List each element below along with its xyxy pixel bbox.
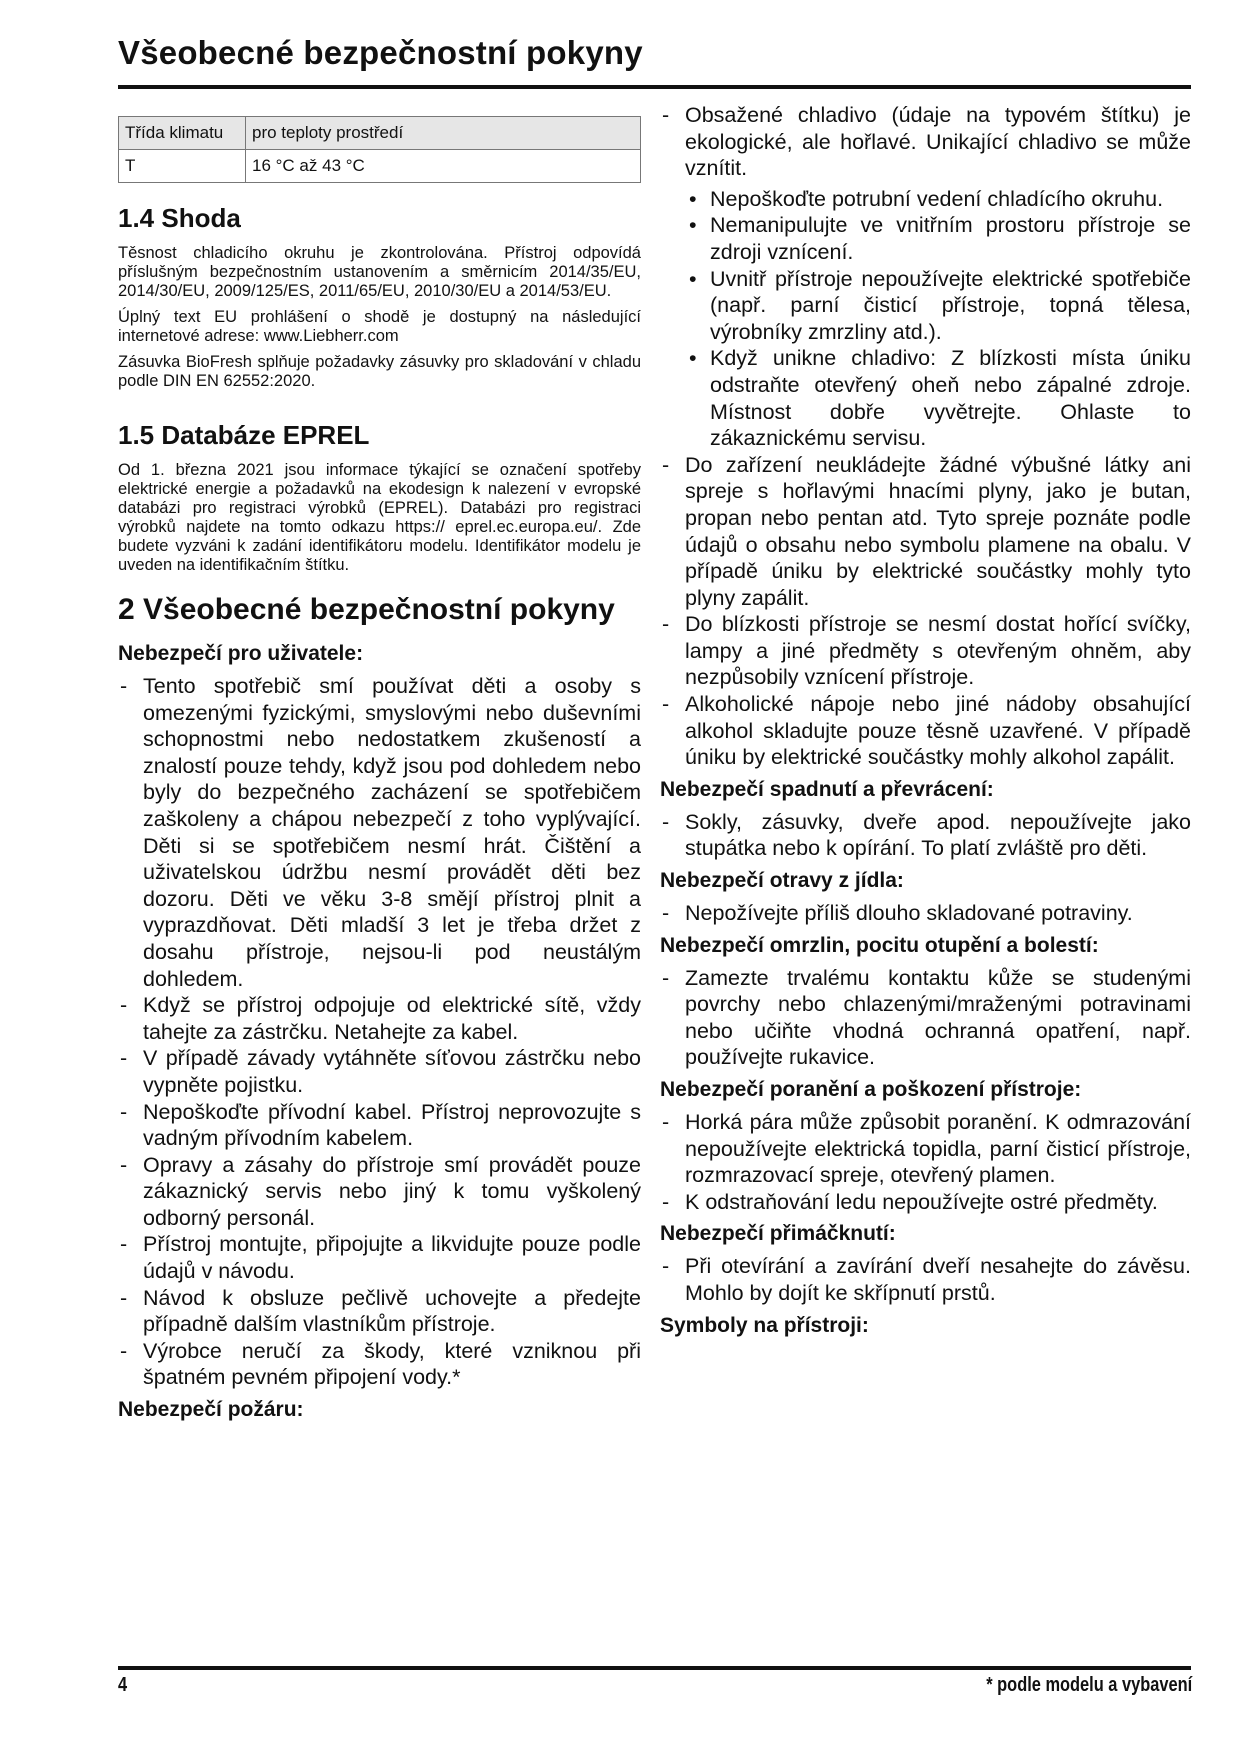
bullet-item: • Nemanipulujte ve vnitřním prostoru přístroje se zdroji vznícení.	[685, 212, 1191, 265]
climate-class-table	[118, 116, 641, 183]
list-item: - Přístroj montujte, připojujte a likvidujte pouze podle údajů v návodu.	[118, 1231, 641, 1284]
list-item: - Výrobce neručí za škody, které vzniknou při špatném pevném připojení vody.*	[118, 1338, 641, 1391]
paragraph: Zásuvka BioFresh splňuje požadavky zásuvky pro skladování v chladu podle DIN EN 62552:2020.	[118, 353, 641, 390]
subheading-user-danger: Nebezpečí pro uživatele:	[118, 642, 364, 665]
bullet-item: • Nepoškoďte potrubní vedení chladícího okruhu.	[685, 186, 1191, 213]
table-cell: T	[119, 150, 246, 183]
list-item: - Při otevírání a zavírání dveří nesahejte do závěsu. Mohlo by dojít ke skřípnutí prstů.	[660, 1253, 1191, 1306]
paragraph: Těsnost chladicího okruhu je zkontrolována. Přístroj odpovídá příslušným bezpečnostním ustanovením a směrnicím 2014/35/EU, 2014/30/EU, 2009/125/ES, 2011/65/EU, 2010/30/EU a 2014/53/EU.	[118, 244, 641, 300]
table-row	[119, 150, 641, 183]
list-item: - Alkoholické nápoje nebo jiné nádoby obsahující alkohol skladujte pouze těsně uzavřené. V případě úniku by elektrické součástky mohly alkohol zapálit.	[660, 691, 1191, 771]
subheading-crushing: Nebezpečí přimáčknutí:	[660, 1222, 896, 1246]
list-item: - Zamezte trvalému kontaktu kůže se studenými povrchy nebo chlazenými/mraženými potravinami nebo učiňte vhodná ochranná opatření, např. používejte rukavice.	[660, 965, 1191, 1071]
user-danger-list	[118, 673, 641, 1391]
section-heading-eprel: 1.5 Databáze EPREL	[118, 420, 370, 450]
list-item: - K odstraňování ledu nepoužívejte ostré předměty.	[660, 1189, 1191, 1216]
food-poisoning-list	[660, 900, 1191, 927]
frostbite-list	[660, 965, 1191, 1071]
list-item: - Sokly, zásuvky, dveře apod. nepoužívejte jako stupátka nebo k opírání. To platí zvláště pro děti.	[660, 809, 1191, 862]
list-item: - V případě závady vytáhněte síťovou zástrčku nebo vypněte pojistku.	[118, 1045, 641, 1098]
table-header-row	[119, 117, 641, 150]
right-column	[660, 102, 1191, 1345]
list-item: - Návod k obsluze pečlivě uchovejte a předejte případně dalším vlastníkům přístroje.	[118, 1285, 641, 1338]
chapter-heading: 2 Všeobecné bezpečnostní pokyny	[118, 593, 615, 626]
list-item: - Nepožívejte příliš dlouho skladované potraviny.	[660, 900, 1191, 927]
subheading-tipping-danger: Nebezpečí spadnutí a převrácení:	[660, 777, 994, 801]
subheading-frostbite: Nebezpečí omrzlin, pocitu otupění a bolestí:	[660, 933, 1099, 957]
subheading-food-poisoning: Nebezpečí otravy z jídla:	[660, 869, 904, 893]
footer-note: * podle modelu a vybavení	[986, 1674, 1192, 1696]
list-item: - Opravy a zásahy do přístroje smí provádět pouze zákaznický servis nebo jiný k tomu vyškolený odborný personál.	[118, 1152, 641, 1232]
table-cell: 16 °C až 43 °C	[246, 150, 641, 183]
bullet-item: • Když unikne chladivo: Z blízkosti místa úniku odstraňte otevřený oheň nebo zápalné zdroje. Místnost dobře vyvětrejte. Ohlaste to zákaznickému servisu.	[685, 345, 1191, 451]
subheading-symbols: Symboly na přístroji:	[660, 1313, 869, 1337]
table-header-cell: Třída klimatu	[119, 117, 246, 150]
list-item: - Do zařízení neukládejte žádné výbušné látky ani spreje s hořlavými hnacími plyny, jako je butan, propan nebo pentan atd. Tyto spreje poznáte podle údajů o obsahu nebo symbolu plamene na obalu. V případě úniku by elektrické součástky mohly tyto plyny zapálit.	[660, 452, 1191, 612]
list-item: - Horká pára může způsobit poranění. K odmrazování nepoužívejte elektrická topidla, parní čisticí přístroje, rozmrazovací spreje, otevřený plamen.	[660, 1109, 1191, 1189]
refrigerant-bullet-list	[685, 186, 1191, 452]
section-heading-conformity: 1.4 Shoda	[118, 203, 241, 233]
crushing-list	[660, 1253, 1191, 1306]
list-item: - Do blízkosti přístroje se nesmí dostat hořící svíčky, lampy a jiné předměty s otevřeným ohněm, aby nezpůsobily vznícení přístroje.	[660, 611, 1191, 691]
subheading-fire-danger: Nebezpečí požáru:	[118, 1398, 304, 1422]
injury-list	[660, 1109, 1191, 1215]
header-rule	[118, 85, 1191, 89]
list-item: - Nepoškoďte přívodní kabel. Přístroj neprovozujte s vadným přívodním kabelem.	[118, 1099, 641, 1152]
paragraph: Úplný text EU prohlášení o shodě je dostupný na následující internetové adrese: www.Liebherr.com	[118, 308, 641, 345]
tipping-danger-list	[660, 809, 1191, 862]
list-item-text: Obsažené chladivo (údaje na typovém štítku) je ekologické, ale hořlavé. Unikající chladivo se může vznítit.	[685, 103, 1191, 181]
paragraph: Od 1. března 2021 jsou informace týkající se označení spotřeby elektrické energie a požadavků na ekodesign k nalezení v evropské databázi pro registraci výrobků (EPREL). Databázi pro registraci výrobků najdete na tomto odkazu https:// eprel.ec.europa.eu/. Zde budete vyzváni k zadání identifikátoru modelu. Identifikátor modelu je uveden na identifikačním štítku.	[118, 461, 641, 574]
footer-rule	[118, 1666, 1191, 1670]
table-header-cell: pro teploty prostředí	[246, 117, 641, 150]
list-item: - Tento spotřebič smí používat děti a osoby s omezenými fyzickými, smyslovými nebo duševními schopnostmi nebo nedostatkem zkušeností a znalostí pouze tehdy, když jsou pod dohledem nebo byly do bezpečného zacházení se spotřebičem zaškoleny a chápou nebezpečí z toho vyplývající. Děti si se spotřebičem nesmí hrát. Čištění a uživatelskou údržbu nesmí provádět děti bez dozoru. Děti ve věku 3-8 smějí přístroj plnit a vyprazdňovat. Děti mladší 3 let je třeba držet z dosahu přístroje, nejsou-li pod neustálým dohledem.	[118, 673, 641, 992]
subheading-injury: Nebezpečí poranění a poškození přístroje:	[660, 1078, 1082, 1101]
list-item: - Když se přístroj odpojuje od elektrické sítě, vždy tahejte za zástrčku. Netahejte za kabel.	[118, 992, 641, 1045]
left-column	[118, 116, 641, 1429]
page-title: Všeobecné bezpečnostní pokyny	[118, 34, 643, 71]
list-item-refrigerant	[660, 102, 1191, 452]
bullet-item: • Uvnitř přístroje nepoužívejte elektrické spotřebiče (např. parní čisticí přístroje, topná tělesa, výrobníky zmrzliny atd.).	[685, 266, 1191, 346]
page-number: 4	[118, 1674, 128, 1696]
fire-danger-list	[660, 102, 1191, 771]
